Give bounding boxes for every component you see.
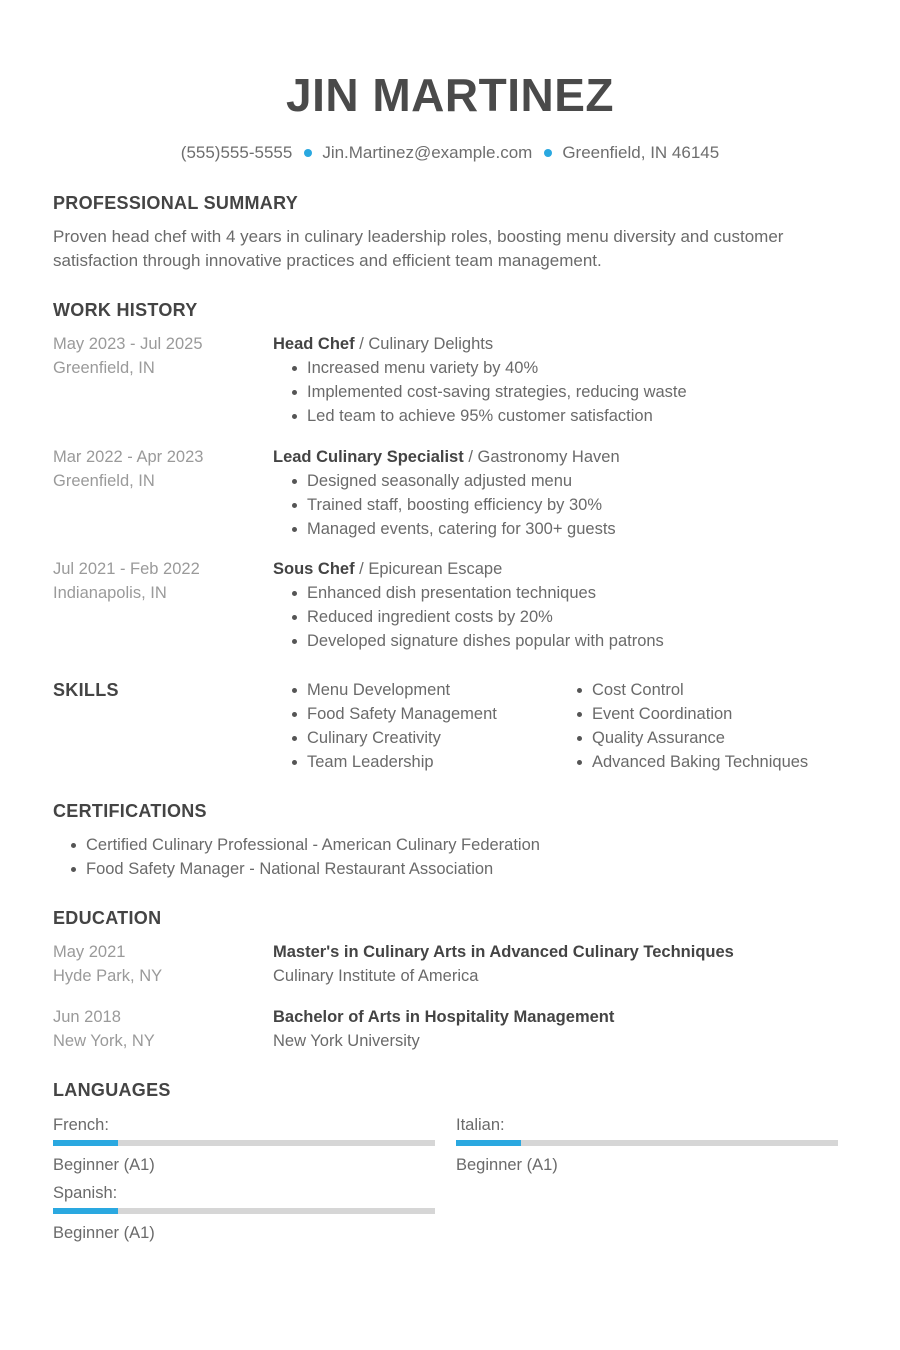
language-italian xyxy=(456,1114,838,1176)
education-details xyxy=(273,1005,614,1053)
list-item: Enhanced dish presentation techniques xyxy=(273,581,664,605)
proficiency-fill xyxy=(53,1140,118,1146)
summary-line: Proven head chef with 4 years in culinary leadership roles, boosting menu diversity and customer xyxy=(53,227,784,246)
job-company: / Epicurean Escape xyxy=(354,560,503,578)
job-bullets xyxy=(273,469,620,541)
list-item: Certified Culinary Professional - American Culinary Federation xyxy=(53,833,540,857)
skills-list-left xyxy=(273,678,497,774)
job-dates: Jul 2021 - Feb 2022 xyxy=(53,560,200,578)
proficiency-bar xyxy=(456,1140,838,1146)
education-location: Hyde Park, NY xyxy=(53,967,163,985)
language-name: Spanish: xyxy=(53,1184,118,1202)
education-date: Jun 2018 xyxy=(53,1008,121,1026)
list-item: Team Leadership xyxy=(273,750,497,774)
summary-heading: PROFESSIONAL SUMMARY xyxy=(53,193,299,213)
contact-line xyxy=(0,143,900,163)
degree: Bachelor of Arts in Hospitality Management xyxy=(273,1008,615,1026)
degree: Master's in Culinary Arts in Advanced Culinary Techniques xyxy=(273,943,734,961)
list-item: Reduced ingredient costs by 20% xyxy=(273,605,664,629)
job-dates: Mar 2022 - Apr 2023 xyxy=(53,448,204,466)
certifications-list xyxy=(53,833,540,881)
list-item: Quality Assurance xyxy=(558,726,808,750)
list-item: Food Safety Manager - National Restaurant Association xyxy=(53,857,540,881)
language-french xyxy=(53,1114,435,1176)
list-item: Managed events, catering for 300+ guests xyxy=(273,517,620,541)
skills-list-right xyxy=(558,678,808,774)
school: New York University xyxy=(273,1032,420,1050)
proficiency-fill xyxy=(456,1140,521,1146)
list-item: Culinary Creativity xyxy=(273,726,497,750)
skills-heading: SKILLS xyxy=(53,680,119,700)
summary-text xyxy=(53,225,843,273)
list-item: Designed seasonally adjusted menu xyxy=(273,469,620,493)
summary-line: satisfaction through innovative practices and efficient team management. xyxy=(53,251,602,270)
language-level: Beginner (A1) xyxy=(53,1224,155,1242)
list-item: Increased menu variety by 40% xyxy=(273,356,687,380)
separator-dot-icon xyxy=(304,149,312,157)
proficiency-fill xyxy=(53,1208,118,1214)
job-company: / Culinary Delights xyxy=(354,335,494,353)
list-item: Implemented cost-saving strategies, reducing waste xyxy=(273,380,687,404)
job-title: Head Chef xyxy=(273,335,355,353)
job-meta xyxy=(53,332,203,380)
job-details xyxy=(273,445,620,541)
language-name: French: xyxy=(53,1116,109,1134)
language-level: Beginner (A1) xyxy=(53,1156,155,1174)
work-history-heading: WORK HISTORY xyxy=(53,300,198,320)
proficiency-bar xyxy=(53,1140,435,1146)
job-details xyxy=(273,557,664,653)
job-title: Lead Culinary Specialist xyxy=(273,448,464,466)
list-item: Trained staff, boosting efficiency by 30% xyxy=(273,493,620,517)
education-date: May 2021 xyxy=(53,943,126,961)
list-item: Menu Development xyxy=(273,678,497,702)
job-location: Greenfield, IN xyxy=(53,359,155,377)
languages-heading: LANGUAGES xyxy=(53,1080,171,1100)
address: Greenfield, IN 46145 xyxy=(562,143,720,162)
school: Culinary Institute of America xyxy=(273,967,479,985)
list-item: Cost Control xyxy=(558,678,808,702)
education-meta xyxy=(53,1005,155,1053)
list-item: Led team to achieve 95% customer satisfaction xyxy=(273,404,687,428)
list-item: Developed signature dishes popular with patrons xyxy=(273,629,664,653)
job-meta xyxy=(53,557,200,605)
certifications-heading: CERTIFICATIONS xyxy=(53,801,207,821)
job-location: Greenfield, IN xyxy=(53,472,155,490)
education-heading: EDUCATION xyxy=(53,908,162,928)
education-details xyxy=(273,940,734,988)
job-details xyxy=(273,332,687,428)
job-dates: May 2023 - Jul 2025 xyxy=(53,335,203,353)
job-location: Indianapolis, IN xyxy=(53,584,167,602)
language-level: Beginner (A1) xyxy=(456,1156,558,1174)
list-item: Event Coordination xyxy=(558,702,808,726)
job-bullets xyxy=(273,581,664,653)
list-item: Advanced Baking Techniques xyxy=(558,750,808,774)
candidate-name: JIN MARTINEZ xyxy=(286,69,614,121)
job-title: Sous Chef xyxy=(273,560,355,578)
job-meta xyxy=(53,445,203,493)
language-spanish xyxy=(53,1182,435,1244)
separator-dot-icon xyxy=(544,149,552,157)
email: Jin.Martinez@example.com xyxy=(322,143,533,162)
education-location: New York, NY xyxy=(53,1032,155,1050)
education-meta xyxy=(53,940,162,988)
job-company: / Gastronomy Haven xyxy=(463,448,620,466)
proficiency-bar xyxy=(53,1208,435,1214)
phone: (555)555-5555 xyxy=(180,143,293,162)
job-bullets xyxy=(273,356,687,428)
language-name: Italian: xyxy=(456,1116,505,1134)
list-item: Food Safety Management xyxy=(273,702,497,726)
